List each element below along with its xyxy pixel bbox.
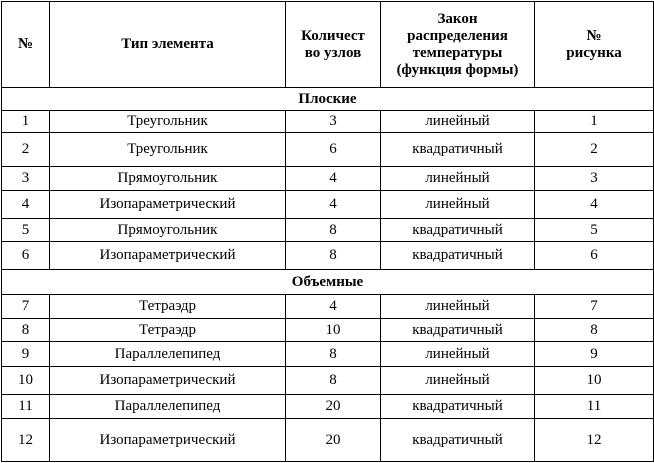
- header-type: Тип элемента: [50, 2, 286, 88]
- cell-type: Треугольник: [50, 111, 286, 133]
- cell-nodes: 8: [286, 242, 381, 270]
- cell-law: квадратичный: [381, 219, 535, 242]
- cell-num: 12: [2, 419, 50, 462]
- cell-nodes: 4: [286, 191, 381, 219]
- cell-num: 7: [2, 295, 50, 319]
- table-row: [2, 167, 654, 191]
- section-row: [2, 270, 654, 295]
- cell-nodes: 6: [286, 133, 381, 167]
- cell-type: Прямоугольник: [50, 219, 286, 242]
- cell-fig: 7: [535, 295, 654, 319]
- cell-nodes: 20: [286, 395, 381, 419]
- cell-type: Параллелепипед: [50, 342, 286, 367]
- cell-law: линейный: [381, 367, 535, 395]
- cell-type: Тетраэдр: [50, 295, 286, 319]
- cell-num: 8: [2, 319, 50, 342]
- cell-fig: 10: [535, 367, 654, 395]
- cell-nodes: 8: [286, 219, 381, 242]
- cell-num: 2: [2, 133, 50, 167]
- header-law-line: распределения: [407, 27, 508, 44]
- header-law-line: температуры: [412, 44, 503, 61]
- cell-nodes: 10: [286, 319, 381, 342]
- header-fig-line: рисунка: [566, 44, 622, 61]
- header-fig: [535, 2, 654, 88]
- cell-type: Изопараметрический: [50, 367, 286, 395]
- cell-fig: 2: [535, 133, 654, 167]
- cell-fig: 4: [535, 191, 654, 219]
- cell-nodes: 8: [286, 342, 381, 367]
- table-row: [2, 367, 654, 395]
- cell-law: квадратичный: [381, 319, 535, 342]
- cell-law: линейный: [381, 342, 535, 367]
- cell-fig: 12: [535, 419, 654, 462]
- cell-num: 1: [2, 111, 50, 133]
- header-num: №: [2, 2, 50, 88]
- header-row: [2, 2, 654, 88]
- cell-fig: 9: [535, 342, 654, 367]
- cell-num: 9: [2, 342, 50, 367]
- header-law-line: (функция формы): [396, 61, 519, 78]
- table-row: [2, 133, 654, 167]
- cell-fig: 5: [535, 219, 654, 242]
- table-row: [2, 111, 654, 133]
- cell-law: квадратичный: [381, 395, 535, 419]
- cell-type: Треугольник: [50, 133, 286, 167]
- cell-law: квадратичный: [381, 242, 535, 270]
- cell-nodes: 20: [286, 419, 381, 462]
- cell-num: 4: [2, 191, 50, 219]
- table-row: [2, 319, 654, 342]
- cell-nodes: 3: [286, 111, 381, 133]
- cell-fig: 6: [535, 242, 654, 270]
- table-row: [2, 242, 654, 270]
- header-law: [381, 2, 535, 88]
- table-row: [2, 219, 654, 242]
- section-title-flat: Плоские: [2, 88, 654, 111]
- cell-fig: 1: [535, 111, 654, 133]
- cell-fig: 3: [535, 167, 654, 191]
- section-row: [2, 88, 654, 111]
- table-row: [2, 191, 654, 219]
- cell-law: квадратичный: [381, 133, 535, 167]
- cell-type: Параллелепипед: [50, 395, 286, 419]
- table-row: [2, 419, 654, 462]
- cell-law: линейный: [381, 167, 535, 191]
- cell-type: Прямоугольник: [50, 167, 286, 191]
- table-row: [2, 295, 654, 319]
- cell-type: Изопараметрический: [50, 191, 286, 219]
- table-row: [2, 342, 654, 367]
- cell-num: 3: [2, 167, 50, 191]
- cell-type: Тетраэдр: [50, 319, 286, 342]
- header-nodes: [286, 2, 381, 88]
- header-nodes-text: Количест во узлов: [301, 27, 365, 61]
- cell-nodes: 8: [286, 367, 381, 395]
- cell-fig: 8: [535, 319, 654, 342]
- cell-num: 11: [2, 395, 50, 419]
- cell-nodes: 4: [286, 295, 381, 319]
- cell-law: линейный: [381, 191, 535, 219]
- cell-law: квадратичный: [381, 419, 535, 462]
- cell-fig: 11: [535, 395, 654, 419]
- cell-num: 10: [2, 367, 50, 395]
- cell-law: линейный: [381, 295, 535, 319]
- table-row: [2, 395, 654, 419]
- cell-nodes: 4: [286, 167, 381, 191]
- cell-num: 6: [2, 242, 50, 270]
- section-title-volume: Объемные: [2, 270, 654, 295]
- cell-type: Изопараметрический: [50, 419, 286, 462]
- header-law-line: Закон: [437, 10, 478, 27]
- cell-law: линейный: [381, 111, 535, 133]
- header-fig-line: №: [586, 27, 602, 44]
- cell-type: Изопараметрический: [50, 242, 286, 270]
- element-types-table: [1, 1, 654, 462]
- cell-num: 5: [2, 219, 50, 242]
- table-body: [2, 2, 654, 462]
